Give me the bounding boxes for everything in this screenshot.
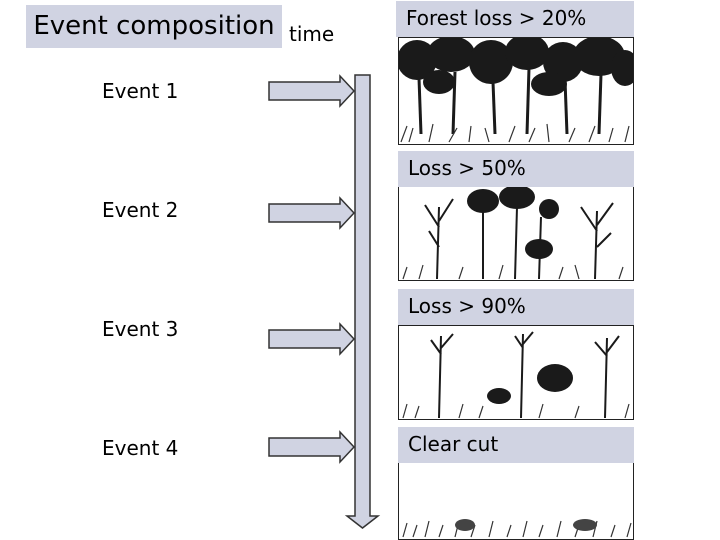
clear-cut-illustration	[398, 462, 634, 540]
dense-forest-illustration	[398, 37, 634, 145]
sparse-forest-drawing	[399, 326, 634, 420]
event-3-label: Event 3	[102, 317, 179, 341]
event-3-arrow	[269, 324, 354, 354]
partially-cleared-forest-illustration	[398, 186, 634, 281]
sparse-forest-illustration	[398, 325, 634, 420]
panel-2-label: Loss > 50%	[398, 151, 634, 187]
diagram-title: Event composition	[26, 5, 282, 48]
dense-forest-drawing	[399, 38, 634, 145]
event-4-arrow	[269, 432, 354, 462]
event-1-arrow	[269, 76, 354, 106]
panel-1-label: Forest loss > 20%	[396, 1, 634, 37]
panel-4-label: Clear cut	[398, 427, 634, 463]
event-2-arrow	[269, 198, 354, 228]
partial-forest-drawing	[399, 187, 634, 281]
time-arrow	[347, 75, 378, 528]
event-1-label: Event 1	[102, 79, 179, 103]
time-axis-label: time	[289, 22, 335, 46]
event-2-label: Event 2	[102, 198, 179, 222]
panel-3-label: Loss > 90%	[398, 289, 634, 325]
event-4-label: Event 4	[102, 436, 179, 460]
clear-cut-drawing	[399, 463, 634, 540]
